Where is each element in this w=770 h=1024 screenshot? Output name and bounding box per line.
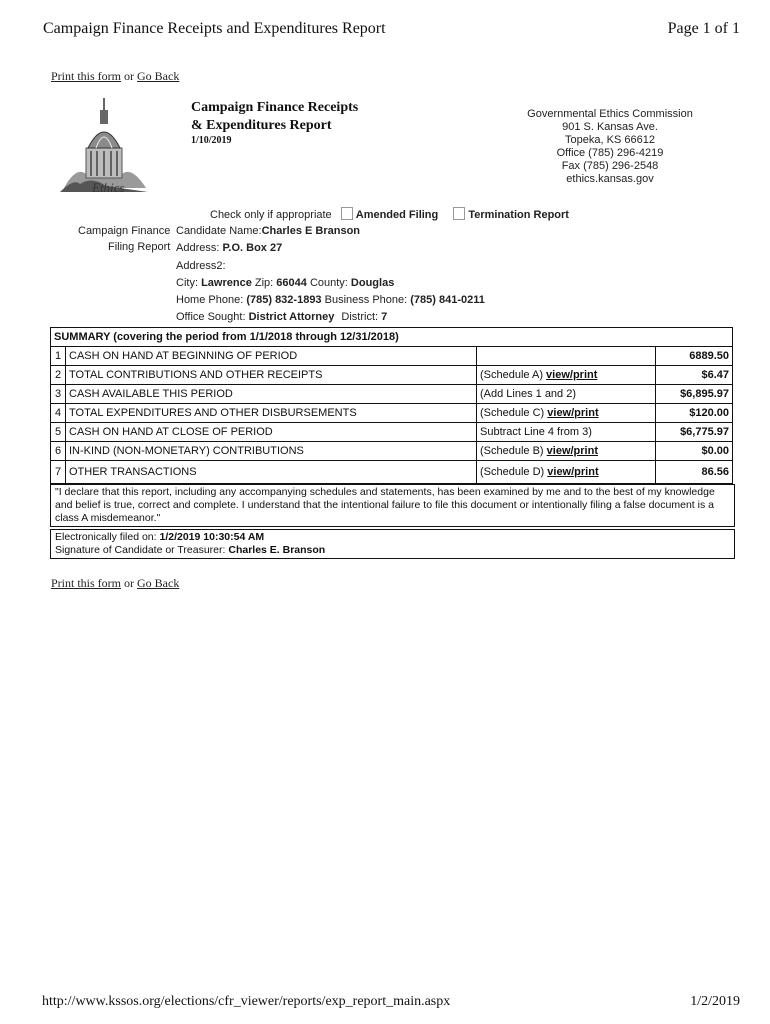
row-number: 5 [51, 423, 66, 442]
nav-or-text: or [124, 69, 135, 83]
signature-row [55, 544, 730, 557]
go-back-link[interactable]: Go Back [137, 69, 180, 83]
candidate-name-row [176, 225, 360, 237]
county-label: County: [309, 277, 348, 289]
print-link[interactable]: Print this form [51, 69, 122, 83]
row-amount: $120.00 [656, 404, 733, 423]
footer-url: http://www.kssos.org/elections/cfr_viewer/reports/exp_report_main.aspx [42, 994, 451, 1009]
agency-fax: Fax (785) 296-2548 [561, 160, 659, 172]
home-phone-value: (785) 832-1893 [246, 294, 322, 306]
schedule-label: (Schedule D) [480, 466, 545, 478]
row-number: 4 [51, 404, 66, 423]
row-label: CASH AVAILABLE THIS PERIOD [66, 385, 477, 404]
row-number: 2 [51, 366, 66, 385]
report-date: 1/10/2019 [191, 135, 232, 146]
filing-label-line-1: Campaign Finance [78, 225, 171, 237]
schedule-label: (Schedule B) [480, 445, 544, 457]
summary-title: SUMMARY (covering the period from 1/1/2018 through 12/31/2018) [51, 328, 733, 347]
business-phone-value: (785) 841-0211 [410, 294, 485, 306]
summary-row-4 [51, 404, 733, 423]
filed-on-value: 1/2/2019 10:30:54 AM [159, 531, 265, 543]
row-reference [477, 404, 656, 423]
report-title-line-2: & Expenditures Report [191, 118, 332, 133]
zip-label: Zip: [254, 277, 274, 289]
agency-office-phone: Office (785) 296-4219 [556, 147, 664, 159]
schedule-label: (Schedule C) [480, 407, 545, 419]
summary-table [50, 327, 733, 484]
summary-row-3 [51, 385, 733, 404]
city-value: Lawrence [201, 277, 252, 289]
filed-on-row [55, 531, 730, 544]
agency-website: ethics.kansas.gov [566, 173, 654, 185]
report-title [191, 99, 358, 135]
page-number: Page 1 of 1 [667, 20, 740, 37]
agency-address-block [505, 108, 715, 186]
row-reference [477, 366, 656, 385]
row-label: CASH ON HAND AT CLOSE OF PERIOD [66, 423, 477, 442]
address-value: P.O. Box 27 [222, 242, 283, 254]
row-amount: $6.47 [656, 366, 733, 385]
schedule-d-view-print-link[interactable]: view/print [547, 466, 599, 478]
summary-header-row [51, 328, 733, 347]
row-amount: 6889.50 [656, 347, 733, 366]
summary-row-1 [51, 347, 733, 366]
row-reference: (Add Lines 1 and 2) [477, 385, 656, 404]
declaration-statement: "I declare that this report, including any accompanying schedules and statements, has been examined by me and to the best of my knowledge and belief is true, correct and complete. I understand that the intentional failure to file this document or intentionally filing a false document is a class A misdemeanor." [50, 484, 735, 527]
row-amount: $6,895.97 [656, 385, 733, 404]
agency-city: Topeka, KS 66612 [565, 134, 655, 146]
amended-filing-label: Amended Filing [355, 209, 439, 221]
nav-links-bottom [51, 576, 179, 591]
summary-row-7 [51, 461, 733, 484]
row-number: 3 [51, 385, 66, 404]
go-back-link[interactable]: Go Back [137, 576, 180, 590]
amended-filing-checkbox[interactable] [341, 207, 353, 220]
row-amount: $0.00 [656, 442, 733, 461]
row-label: IN-KIND (NON-MONETARY) CONTRIBUTIONS [66, 442, 477, 461]
filing-signature-block [50, 529, 735, 559]
seal-caption: Ethics [92, 180, 125, 195]
address-row [176, 242, 282, 254]
candidate-name: Charles E Branson [261, 225, 361, 237]
signature-value: Charles E. Branson [228, 544, 326, 556]
district-value: 7 [381, 311, 388, 323]
nav-links-top [51, 69, 179, 84]
candidate-name-label: Candidate Name: [176, 225, 262, 237]
summary-row-5 [51, 423, 733, 442]
row-number: 6 [51, 442, 66, 461]
summary-row-2 [51, 366, 733, 385]
summary-row-6 [51, 442, 733, 461]
filing-type-checks [210, 207, 569, 221]
office-label: Office Sought: [176, 311, 246, 323]
address-label: Address: [176, 242, 220, 254]
row-number: 7 [51, 461, 66, 484]
nav-or-text: or [124, 576, 135, 590]
home-phone-label: Home Phone: [176, 294, 244, 306]
row-label: OTHER TRANSACTIONS [66, 461, 477, 484]
agency-name: Governmental Ethics Commission [527, 108, 693, 120]
schedule-a-view-print-link[interactable]: view/print [546, 369, 598, 381]
termination-report-checkbox[interactable] [453, 207, 465, 220]
office-value: District Attorney [248, 311, 335, 323]
row-label: TOTAL CONTRIBUTIONS AND OTHER RECEIPTS [66, 366, 477, 385]
schedule-b-view-print-link[interactable]: view/print [546, 445, 598, 457]
footer-date: 1/2/2019 [690, 994, 740, 1009]
office-row [176, 311, 387, 323]
signature-label: Signature of Candidate or Treasurer: [55, 544, 226, 556]
filing-label-line-2: Filing Report [108, 241, 171, 253]
phone-row [176, 294, 485, 306]
row-reference [477, 347, 656, 366]
row-label: TOTAL EXPENDITURES AND OTHER DISBURSEMENTS [66, 404, 477, 423]
row-reference: Subtract Line 4 from 3) [477, 423, 656, 442]
schedule-label: (Schedule A) [480, 369, 543, 381]
print-link[interactable]: Print this form [51, 576, 122, 590]
city-row [176, 277, 394, 289]
termination-report-label: Termination Report [468, 209, 569, 221]
city-label: City: [176, 277, 198, 289]
zip-value: 66044 [276, 277, 307, 289]
row-reference [477, 442, 656, 461]
schedule-c-view-print-link[interactable]: view/print [547, 407, 599, 419]
district-label: District: [341, 311, 379, 323]
row-reference [477, 461, 656, 484]
county-value: Douglas [350, 277, 395, 289]
agency-street: 901 S. Kansas Ave. [562, 121, 658, 133]
business-phone-label: Business Phone: [324, 294, 408, 306]
row-label: CASH ON HAND AT BEGINNING OF PERIOD [66, 347, 477, 366]
row-amount: 86.56 [656, 461, 733, 484]
address2-row [176, 260, 226, 272]
filed-on-label: Electronically filed on: [55, 531, 157, 543]
row-number: 1 [51, 347, 66, 366]
page-header-title: Campaign Finance Receipts and Expenditures Report [43, 20, 386, 37]
row-amount: $6,775.97 [656, 423, 733, 442]
report-title-line-1: Campaign Finance Receipts [191, 100, 359, 115]
check-prompt: Check only if appropriate [210, 209, 332, 221]
address2-label: Address2: [176, 260, 226, 272]
